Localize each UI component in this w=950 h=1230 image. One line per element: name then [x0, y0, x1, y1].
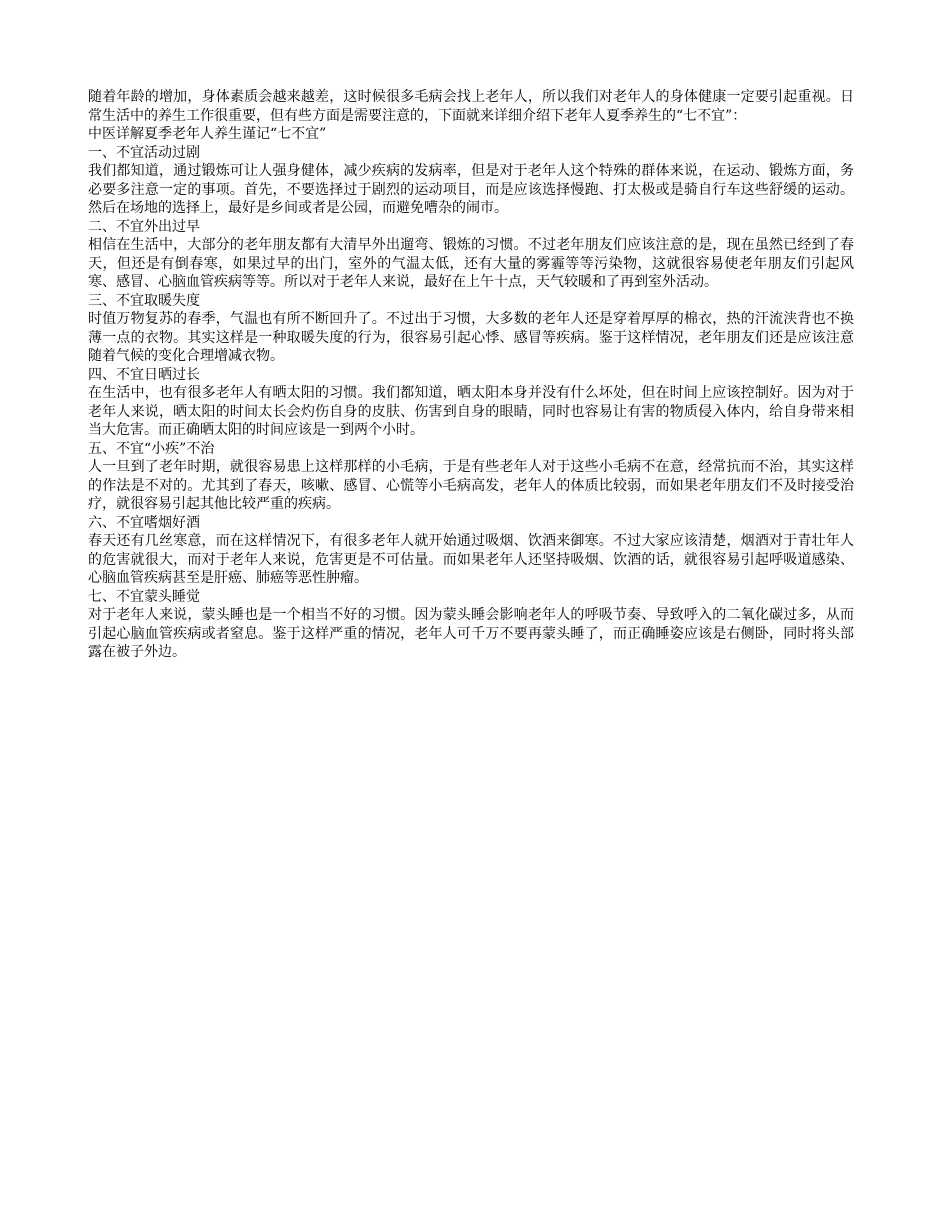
intro-paragraph: 随着年龄的增加，身体素质会越来越差，这时候很多毛病会找上老年人，所以我们对老年人的身体健康一定要引起重视。日常生活中的养生工作很重要，但有些方面是需要注意的，下面就来详细介绍下老年人夏季养生的“七不宜”： [88, 89, 854, 124]
section-body-1: 我们都知道，通过锻炼可让人强身健体，减少疾病的发病率，但是对于老年人这个特殊的群体来说，在运动、锻炼方面，务必要多注意一定的事项。首先，不要选择过于剧烈的运动项目，而是应该选择慢跑、打太极或是骑自行车这些舒缓的运动。然后在场地的选择上，最好是乡间或者是公园，而避免嘈杂的闹市。 [88, 163, 854, 216]
section-body-4: 在生活中，也有很多老年人有晒太阳的习惯。我们都知道，晒太阳本身并没有什么坏处，但在时间上应该控制好。因为对于老年人来说，晒太阳的时间太长会灼伤自身的皮肤、伤害到自身的眼睛，同时也容易让有害的物质侵入体内，给自身带来相当大危害。而正确晒太阳的时间应该是一到两个小时。 [88, 385, 854, 438]
section-body-5: 人一旦到了老年时期，就很容易患上这样那样的小毛病，于是有些老年人对于这些小毛病不在意，经常抗而不治，其实这样的作法是不对的。尤其到了春天，咳嗽、感冒、心慌等小毛病高发，老年人的体质比较弱，而如果老年朋友们不及时接受治疗，就很容易引起其他比较严重的疾病。 [88, 459, 854, 512]
section-body-6: 春天还有几丝寒意，而在这样情况下，有很多老年人就开始通过吸烟、饮酒来御寒。不过大家应该清楚，烟酒对于青壮年人的危害就很大，而对于老年人来说，危害更是不可估量。而如果老年人还坚持吸烟、饮酒的话，就很容易引起呼吸道感染、心脑血管疾病甚至是肝癌、肺癌等恶性肿瘤。 [88, 533, 854, 586]
article [88, 88, 854, 662]
section-body-7: 对于老年人来说，蒙头睡也是一个相当不好的习惯。因为蒙头睡会影响老年人的呼吸节奏、导致呼入的二氧化碳过多，从而引起心脑血管疾病或者窒息。鉴于这样严重的情况，老年人可千万不要再蒙头睡了，而正确睡姿应该是右侧卧，同时将头部露在被子外边。 [88, 607, 854, 660]
section-heading-1: 一、不宜活动过剧 [88, 144, 200, 161]
section-body-2: 相信在生活中，大部分的老年朋友都有大清早外出遛弯、锻炼的习惯。不过老年朋友们应该注意的是，现在虽然已经到了春天，但还是有倒春寒，如果过早的出门，室外的气温太低，还有大量的雾霾等等污染物，这就很容易使老年朋友们引起风寒、感冒、心脑血管疾病等等。所以对于老年人来说，最好在上午十点，天气较暖和了再到室外活动。 [88, 237, 854, 290]
article-title: 中医详解夏季老年人养生谨记“七不宜” [88, 126, 327, 142]
section-heading-3: 三、不宜取暖失度 [88, 292, 200, 309]
section-heading-6: 六、不宜嗜烟好酒 [88, 514, 200, 531]
section-heading-2: 二、不宜外出过早 [88, 218, 200, 235]
section-body-3: 时值万物复苏的春季，气温也有所不断回升了。不过出于习惯，大多数的老年人还是穿着厚厚的棉衣，热的汗流浃背也不换薄一点的衣物。其实这样是一种取暖失度的行为，很容易引起心悸、感冒等疾病。鉴于这样情况，老年朋友们还是应该注意随着气候的变化合理增减衣物。 [88, 311, 854, 364]
section-heading-5: 五、不宜“小疾”不治 [88, 440, 215, 457]
section-heading-4: 四、不宜日晒过长 [88, 366, 200, 383]
section-heading-7: 七、不宜蒙头睡觉 [88, 588, 200, 605]
